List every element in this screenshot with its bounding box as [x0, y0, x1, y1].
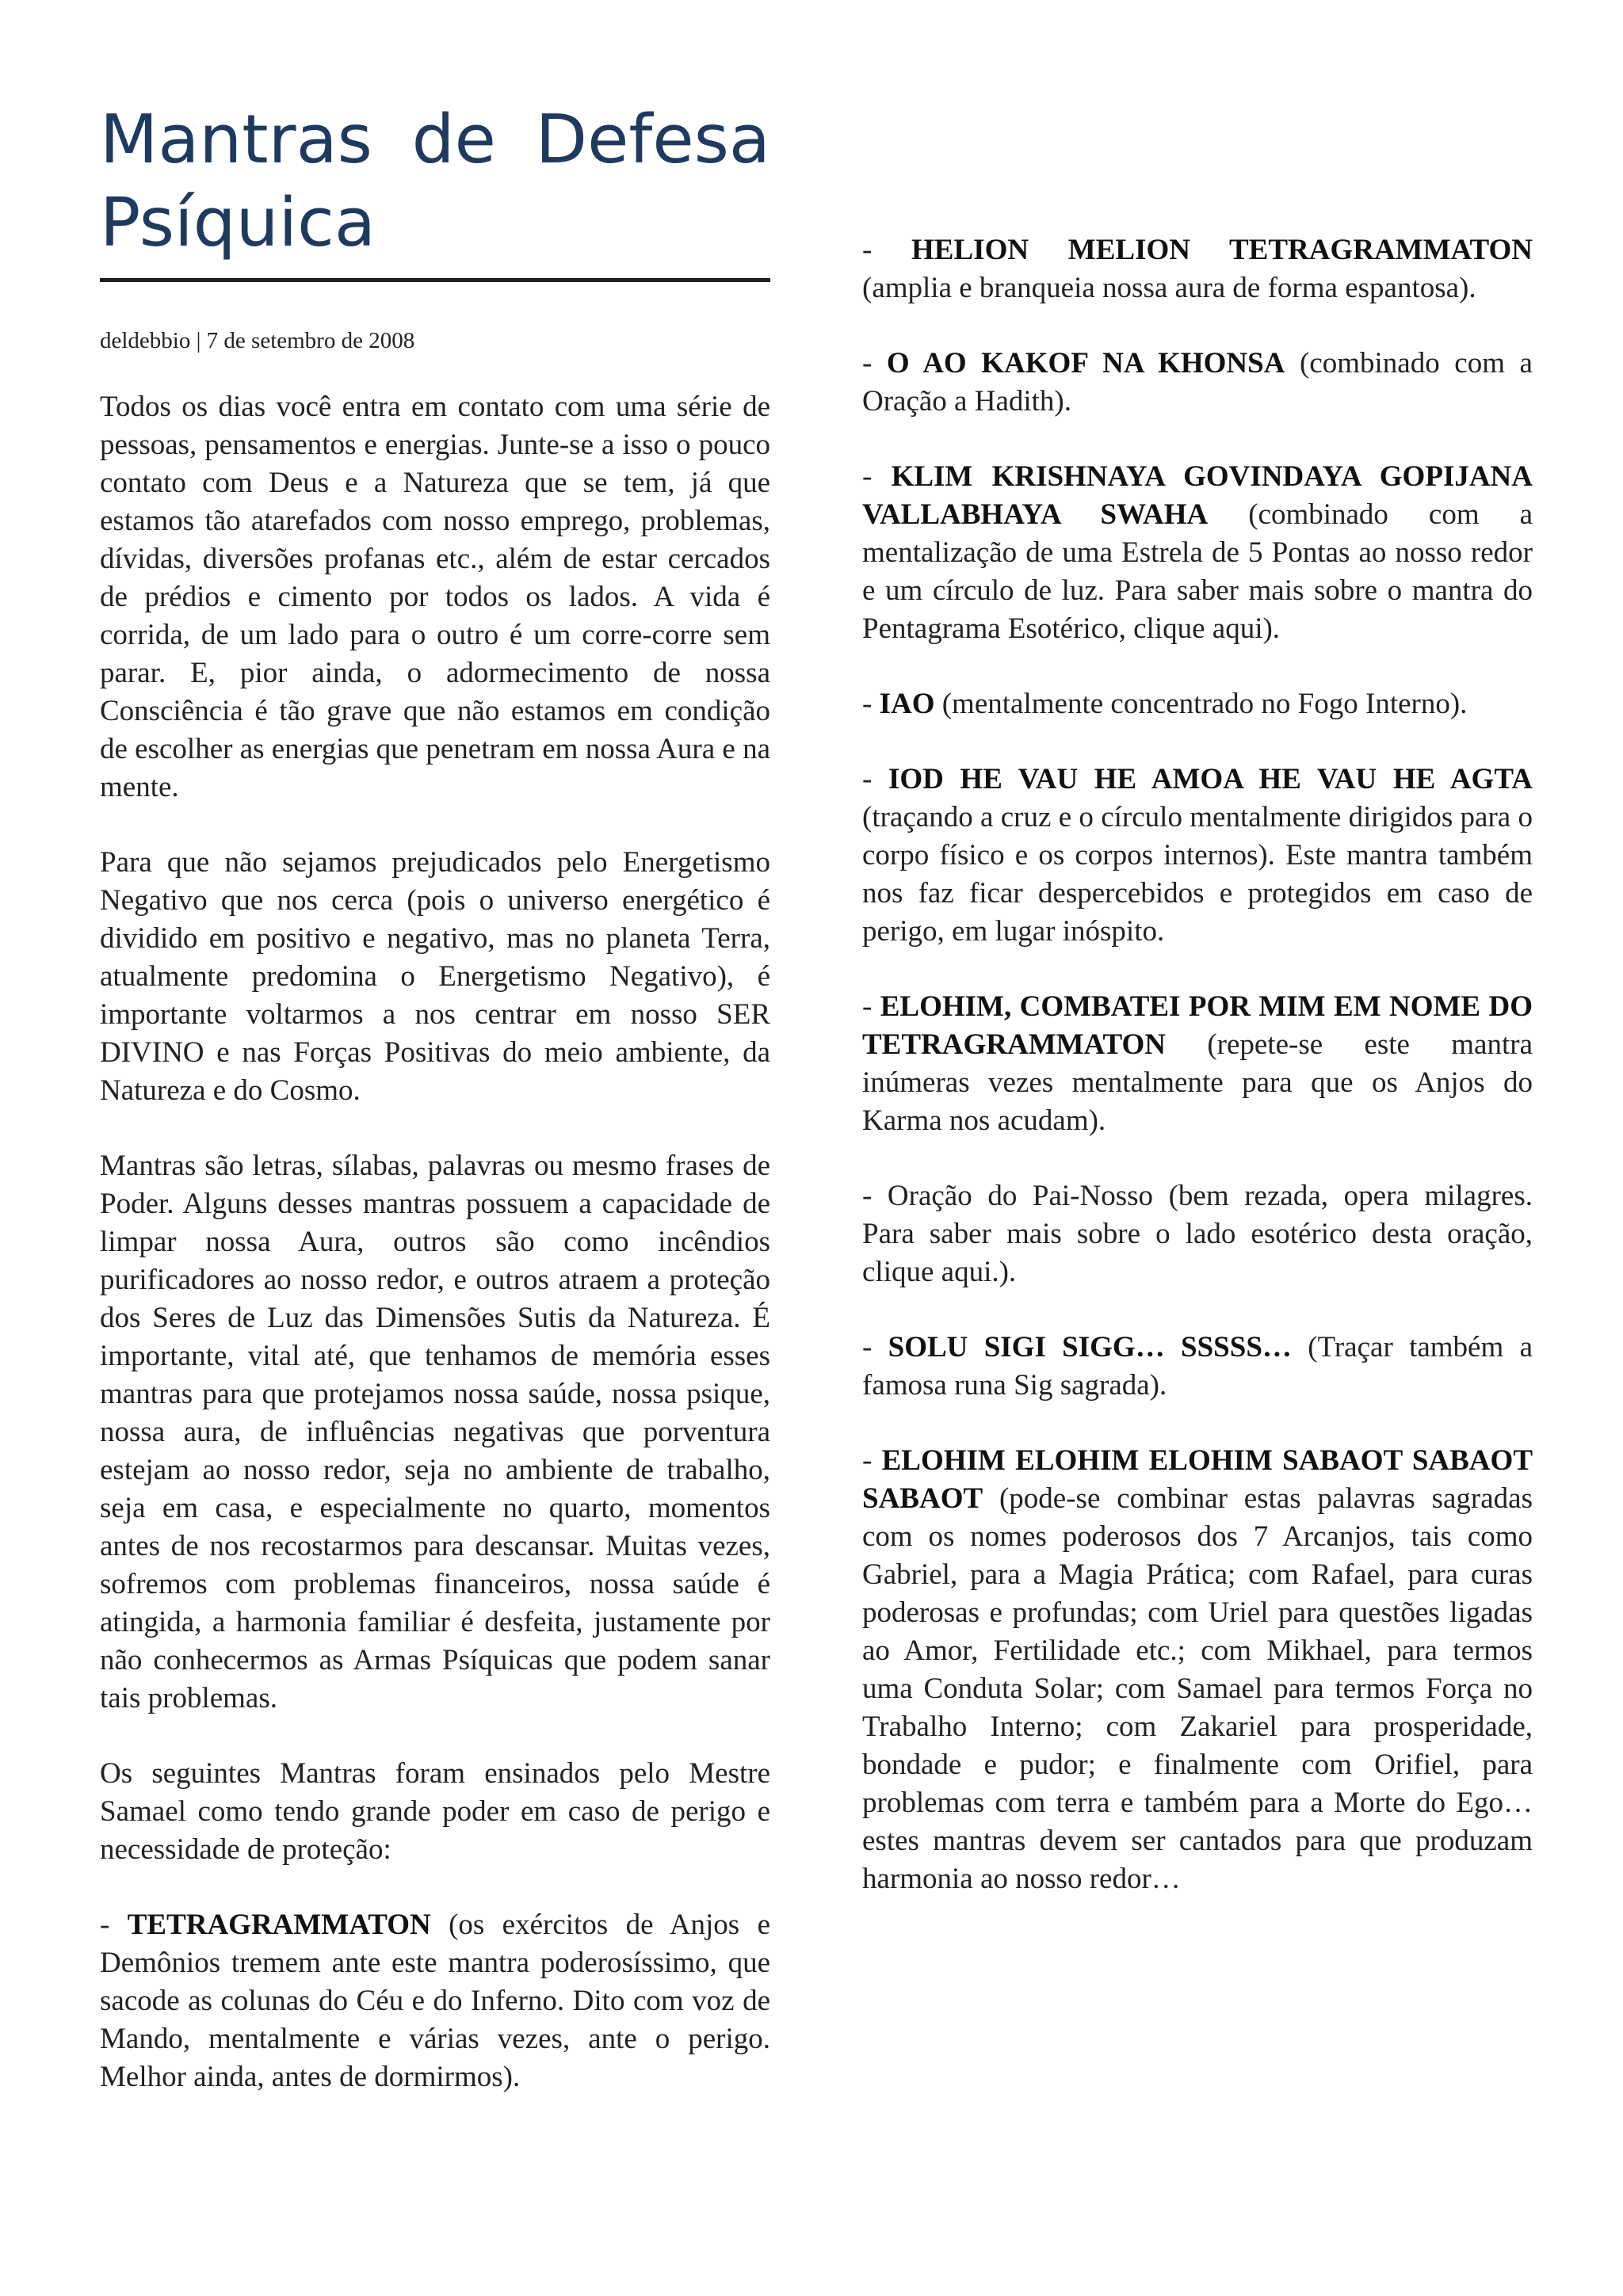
intro-paragraph: Para que não sejamos prejudicados pelo Energetismo Negativo que nos cerca (pois o universo energético é dividido em positivo e negativo, mas no planeta Terra, atualmente predomina o Energetismo Negativo), é importante voltarmos a nos centrar em nosso SER DIVINO e nas Forças Positivas do meio ambiente, da Natureza e do Cosmo. [100, 846, 770, 1107]
mantra-description: (repete-se este mantra inúmeras vezes mentalmente para que os Anjos do Karma nos acudam). [862, 1028, 1533, 1137]
mantra-name: SOLU SIGI SIGG… SSSSS… [888, 1331, 1292, 1363]
mantra-bullet: - [862, 234, 912, 266]
mantra-description: (Traçar também a famosa runa Sig sagrada). [862, 1331, 1533, 1402]
mantra-bullet: - [862, 460, 892, 493]
mantra-name: KLIM KRISHNAYA GOVINDAYA GOPIJANA VALLABHAYA SWAHA [862, 460, 1533, 531]
mantra-klim-krishnaya [862, 458, 1533, 648]
mantra-name: TETRAGRAMMATON [127, 1909, 431, 1941]
post-byline: deldebbio | 7 de setembro de 2008 [100, 328, 415, 353]
mantra-description: (combinado com a mentalização de uma Estrela de 5 Pontas ao nosso redor e um círculo de luz. Para saber mais sobre o mantra do Pentagrama Esotérico, clique aqui). [862, 498, 1533, 645]
mantra-description: (pode-se combinar estas palavras sagradas com os nomes poderosos dos 7 Arcanjos, tais como Gabriel, para a Magia Prática; com Rafael, para curas poderosas e profundas; com Uriel para questões ligadas ao Amor, Fertilidade etc.; com Mikhael, para termos uma Conduta Solar; com Samael para termos Força no Trabalho Interno; com Zakariel para prosperidade, bondade e pudor; e finalmente com Orifiel, para problemas com terra e também para a Morte do Ego… estes mantras devem ser cantados para que produzam harmonia ao nosso redor… [862, 1482, 1533, 1895]
mantra-description: - Oração do Pai-Nosso (bem rezada, opera milagres. Para saber mais sobre o lado esotérico desta oração, clique aqui.). [862, 1180, 1533, 1288]
mantra-bullet: - [862, 688, 880, 720]
mantra-iao [862, 685, 1533, 723]
mantra-pai-nosso [862, 1177, 1533, 1291]
mantra-bullet: - [862, 763, 888, 795]
intro-paragraph: Todos os dias você entra em contato com uma série de pessoas, pensamentos e energias. Junte-se a isso o pouco contato com Deus e a Natureza que se tem, já que estamos tão atarefados com nosso emprego, problemas, dívidas, diversões profanas etc., além de estar cercados de prédios e cimento por todos os lados. A vida é corrida, de um lado para o outro é um corre-corre sem parar. E, pior ainda, o adormecimento de nossa Consciência é tão grave que não estamos em condição de escolher as energias que penetram em nossa Aura e na mente. [100, 391, 770, 803]
intro-paragraph: Mantras são letras, sílabas, palavras ou mesmo frases de Poder. Alguns desses mantras possuem a capacidade de limpar nossa Aura, outros são como incêndios purificadores ao nosso redor, e outros atraem a proteção dos Seres de Luz das Dimensões Sutis da Natureza. É importante, vital até, que tenhamos de memória esses mantras para que protejamos nossa saúde, nossa psique, nossa aura, de influências negativas que porventura estejam ao nosso redor, seja no ambiente de trabalho, seja em casa, e especialmente no quarto, momentos antes de nos recostarmos para descansar. Muitas vezes, sofremos com problemas financeiros, nossa saúde é atingida, a harmonia familiar é desfeita, justamente por não conhecermos as Armas Psíquicas que podem sanar tais problemas. [100, 1150, 770, 1714]
mantra-bullet: - [862, 1331, 888, 1363]
page-title: Mantras de Defesa Psíquica [100, 101, 770, 262]
mantra-bullet: - [862, 347, 887, 379]
mantra-elohim-combatei [862, 988, 1533, 1140]
mantra-iod-he-vau-he [862, 761, 1533, 951]
mantra-bullet: - [862, 1444, 882, 1477]
mantra-bullet: - [100, 1909, 128, 1941]
mantra-elohim-sabaot [862, 1442, 1533, 1898]
mantra-description: (traçando a cruz e o círculo mentalmente dirigidos para o corpo físico e os corpos internos). Este mantra também nos faz ficar despercebidos e protegidos em caso de perigo, em lugar inóspito. [862, 801, 1533, 948]
mantra-tetragrammaton [100, 1906, 770, 2096]
mantra-o-ao-kakof [862, 345, 1533, 421]
mantra-name: HELION MELION TETRAGRAMMATON [911, 234, 1533, 266]
mantra-name: O AO KAKOF NA KHONSA [886, 347, 1285, 379]
mantra-bullet: - [862, 990, 880, 1023]
mantra-solu-sigi [862, 1329, 1533, 1405]
mantra-description: (os exércitos de Anjos e Demônios tremem ante este mantra poderosíssimo, que sacode as colunas do Céu e do Inferno. Dito com voz de Mando, mentalmente e várias vezes, ante o perigo. Melhor ainda, antes de dormirmos). [100, 1909, 770, 2093]
mantra-name: ELOHIM ELOHIM ELOHIM SABAOT SABAOT SABAOT [862, 1444, 1533, 1515]
mantra-name: ELOHIM, COMBATEI POR MIM EM NOME DO TETRAGRAMMATON [862, 990, 1533, 1061]
right-column [862, 97, 1533, 1936]
mantra-helion-melion [862, 231, 1533, 307]
left-column [100, 98, 770, 2096]
title-divider [100, 278, 770, 282]
mantra-description: (combinado com a Oração a Hadith). [862, 347, 1533, 418]
mantra-description: (amplia e branqueia nossa aura de forma espantosa). [862, 272, 1476, 304]
mantra-name: IAO [879, 688, 935, 720]
mantra-description: (mentalmente concentrado no Fogo Interno). [934, 688, 1468, 720]
intro-paragraph: Os seguintes Mantras foram ensinados pelo Mestre Samael como tendo grande poder em caso de perigo e necessidade de proteção: [100, 1757, 770, 1866]
mantra-name: IOD HE VAU HE AMOA HE VAU HE AGTA [888, 763, 1533, 795]
